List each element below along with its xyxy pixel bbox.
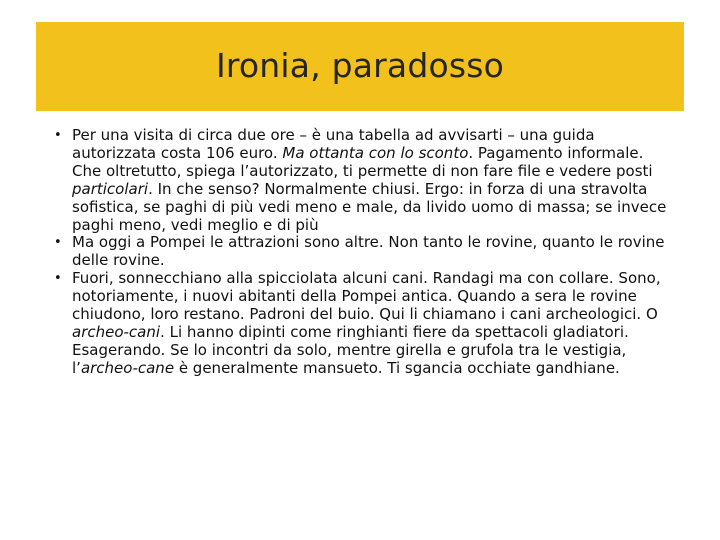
bullet-list xyxy=(51,127,671,378)
title-banner xyxy=(36,22,684,111)
text-segment: Per una visita di circa due ore – è una tabella ad avvisarti – una guida autorizzata costa 106 euro. xyxy=(72,126,595,162)
bullet-item xyxy=(51,127,671,234)
bullet-dot-icon: • xyxy=(54,271,62,287)
italic-segment: archeo-cani xyxy=(72,322,161,341)
bullet-item xyxy=(51,270,671,377)
bullet-dot-icon: • xyxy=(54,128,62,143)
text-segment: . In che senso? Normalmente chiusi. Ergo: in forza di una stravolta sofistica, se paghi di più vedi meno e male, da livido uomo di massa; se invece paghi meno, vedi meglio e di più xyxy=(72,179,667,234)
text-segment: . Li hanno dipinti come ringhianti fiere da spettacoli gladiatori. Esagerando. Se lo incontri da solo, mentre girella e grufola tra le vestigia, l’ xyxy=(72,322,629,377)
italic-segment: Ma ottanta con lo sconto xyxy=(282,143,469,162)
text-segment: è generalmente mansueto. Ti sgancia occhiate gandhiane. xyxy=(174,358,620,377)
text-segment: Ma oggi a Pompei le attrazioni sono altre. Non tanto le rovine, quanto le rovine delle rovine. xyxy=(72,233,665,270)
slide-title: Ironia, paradosso xyxy=(215,46,505,85)
text-segment: Fuori, sonnecchiano alla spicciolata alcuni cani. Randagi ma con collare. Sono, notoriamente, i nuovi abitanti della Pompei antica. Quando a sera le rovine chiudono, loro restano. Padroni del buio. Qui li chiamano i cani archeologici. O xyxy=(72,269,661,324)
italic-segment: archeo-cane xyxy=(80,358,175,377)
text-segment: . Pagamento informale. Che oltretutto, spiega l’autorizzato, ti permette di non fare file e vedere posti xyxy=(72,143,653,180)
bullet-dot-icon: • xyxy=(54,235,62,251)
bullet-text xyxy=(72,270,671,377)
bullet-item xyxy=(51,234,671,270)
bullet-text xyxy=(72,127,671,234)
italic-segment: particolari xyxy=(72,179,149,198)
bullet-text xyxy=(72,234,671,270)
